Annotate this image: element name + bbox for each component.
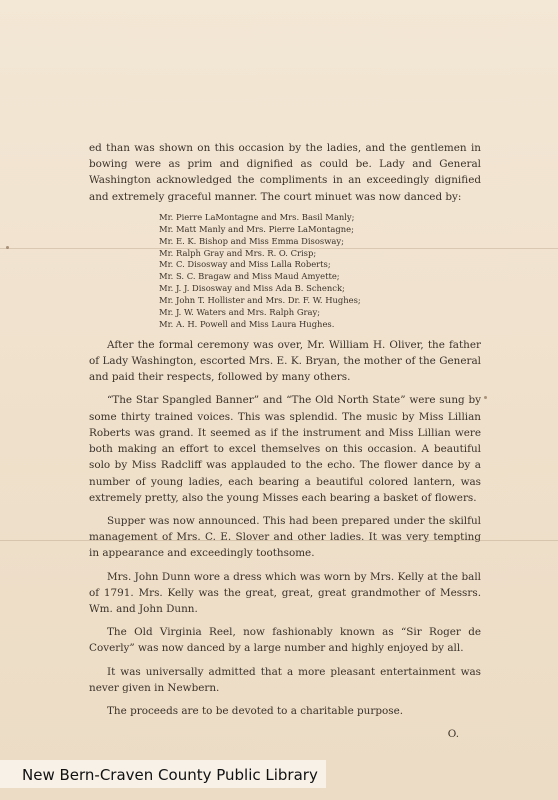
dancer-list <box>159 212 481 331</box>
body-paragraph: Mrs. John Dunn wore a dress which was worn by Mrs. Kelly at the ball of 1791. Mrs. Kelly was the great, great, great grandmother of Messrs. Wm. and John Dunn. <box>89 570 481 615</box>
body-paragraph: “The Star Spangled Banner” and “The Old North State” were sung by some thirty trained voices. This was splendid. The music by Miss Lillian Roberts was grand. It seemed as if the instrument and Miss Lillian were both making an effort to excel themselves on this occasion. A beautiful solo by Miss Radcliff was applauded to the echo. The flower dance by a number of young ladies, each bearing a beautiful colored lantern, was extremely pretty, also the young Misses each bearing a basket of flowers. <box>89 394 481 504</box>
body-paragraph: The Old Virginia Reel, now fashionably known as “Sir Roger de Coverly” was now danced by a large number and highly enjoyed by all. <box>89 626 481 655</box>
article-text <box>89 140 481 742</box>
dancer-pair: Mr. J. W. Waters and Mrs. Ralph Gray; <box>159 307 321 318</box>
body-paragraph: Supper was now announced. This had been prepared under the skilful management of Mrs. C. E. Slover and other ladies. It was very tempting in appearance and exceedingly toothsome. <box>89 514 481 560</box>
dancer-pair: Mr. J. J. Disosway and Miss Ada B. Schenck; <box>159 283 345 294</box>
dancer-pair: Mr. S. C. Bragaw and Miss Maud Amyette; <box>159 271 340 282</box>
paper-speck <box>6 246 9 249</box>
body-paragraph: After the formal ceremony was over, Mr. William H. Oliver, the father of Lady Washington, escorted Mrs. E. K. Bryan, the mother of the General and paid their respects, followed by many others. <box>89 338 481 384</box>
body-paragraph: The proceeds are to be devoted to a charitable purpose. <box>107 704 404 717</box>
dancer-pair: Mr. A. H. Powell and Miss Laura Hughes. <box>159 318 335 329</box>
dancer-pair: Mr. C. Disosway and Miss Lalla Roberts; <box>159 259 331 270</box>
library-credit: New Bern-Craven County Public Library <box>0 760 326 788</box>
author-signature: O. <box>447 728 459 741</box>
intro-paragraph: ed than was shown on this occasion by the ladies, and the gentlemen in bowing were as prim and dignified as could be. Lady and General Washington acknowledged the compliments in an exceedingly dignified and extremely graceful manner. The court minuet was now danced by: <box>89 142 481 203</box>
paper-speck <box>484 396 487 399</box>
dancer-pair: Mr. John T. Hollister and Mrs. Dr. F. W. Hughes; <box>159 295 361 306</box>
dancer-pair: Mr. Matt Manly and Mrs. Pierre LaMontagne; <box>159 223 354 234</box>
dancer-pair: Mr. Ralph Gray and Mrs. R. O. Crisp; <box>159 247 317 258</box>
body-paragraph: It was universally admitted that a more pleasant entertainment was never given in Newbern. <box>89 665 481 694</box>
dancer-pair: Mr. E. K. Bishop and Miss Emma Disosway; <box>159 235 344 246</box>
dancer-pair: Mr. Pierre LaMontagne and Mrs. Basil Manly; <box>159 211 355 222</box>
